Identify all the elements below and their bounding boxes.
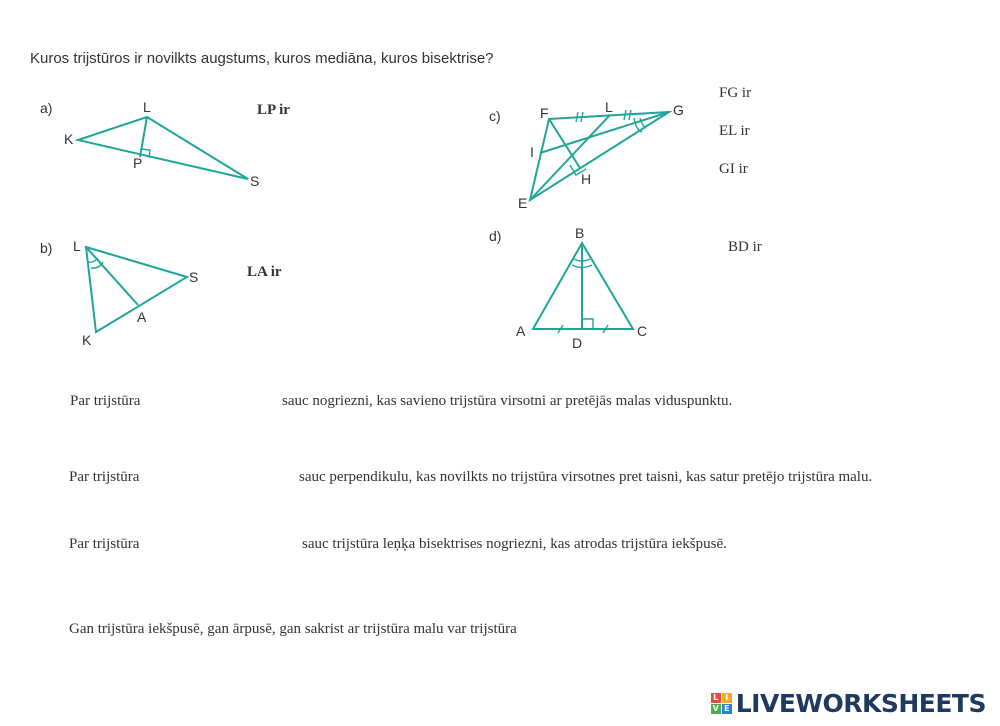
answer-el: EL ir [719,123,750,139]
point-l: L [73,238,81,254]
figure-a-label: a) [40,100,53,116]
sentence-1-start: Par trijstūra [70,393,141,409]
point-s: S [189,269,199,285]
sentence-1-end: sauc nogriezni, kas savieno trijstūra virsotni ar pretējās malas viduspunktu. [282,393,733,409]
point-k: K [64,131,74,147]
point-c: C [637,323,648,339]
logo-letter-l: L [711,693,721,703]
sentence-3-start: Par trijstūra [69,536,140,552]
point-g: G [673,102,684,118]
point-e: E [518,195,528,211]
point-k: K [82,332,92,348]
question-text: Kuros trijstūros ir novilkts augstums, kuros mediāna, kuros bisektrise? [30,50,494,67]
answer-gi: GI ir [719,161,748,177]
point-l: L [143,99,151,115]
point-d: D [572,335,583,351]
right-angle-mark [582,319,593,329]
figure-d-label: d) [489,228,502,244]
point-l: L [605,99,613,115]
point-b: B [575,225,585,241]
figure-c-label: c) [489,108,501,124]
point-p: P [133,155,143,171]
figure-b-label: b) [40,240,53,256]
logo-letter-i: I [722,693,732,703]
logo-letter-v: V [712,704,719,713]
sentence-3-end: sauc trijstūra leņķa bisektrises nogriezni, kas atrodas trijstūra iekšpusē. [302,536,727,552]
point-a: A [137,309,147,325]
answer-lp: LP ir [257,102,290,118]
answer-la: LA ir [247,264,282,280]
point-f: F [540,105,549,121]
answer-fg: FG ir [719,85,752,101]
sentence-2-end: sauc perpendikulu, kas novilkts no trijstūra virsotnes pret taisni, kas satur pretējo trijstūra malu. [299,469,873,485]
point-h: H [581,171,592,187]
point-i: I [530,144,534,160]
figure-d [0,0,700,360]
triangle-abc-diagram [0,0,700,360]
sentence-2-start: Par trijstūra [69,469,140,485]
answer-bd: BD ir [728,239,762,255]
logo-icon [711,693,732,714]
point-s: S [250,173,260,189]
logo-text: LIVEWORKSHEETS [735,689,986,718]
closing-sentence: Gan trijstūra iekšpusē, gan ārpusē, gan sakrist ar trijstūra malu var trijstūra [69,621,517,637]
liveworksheets-logo [711,689,986,718]
point-a: A [516,323,526,339]
logo-letter-e: E [722,704,732,714]
